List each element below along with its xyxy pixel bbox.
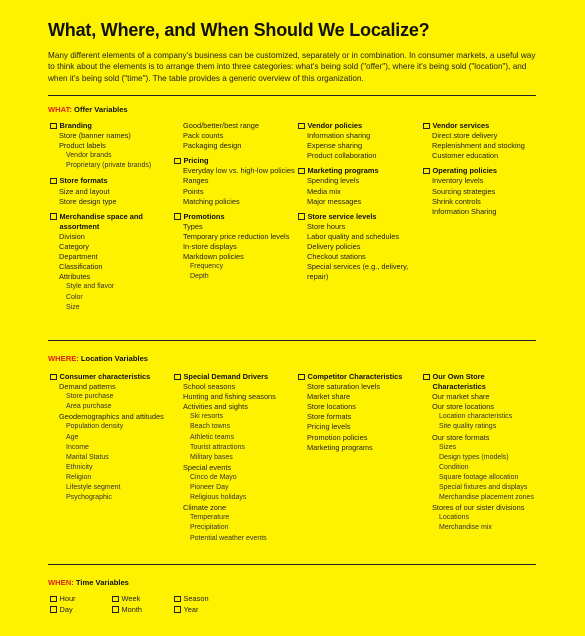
checkbox-icon[interactable]: [112, 606, 119, 613]
sub-item: Size: [66, 303, 80, 311]
list-item: Points: [183, 186, 204, 196]
time-option-week[interactable]: [112, 594, 140, 605]
group-title-label: Merchandise space and assortment: [59, 211, 143, 231]
divider-what: [48, 95, 536, 96]
checkbox-icon[interactable]: [423, 123, 430, 130]
sub-item: Pioneer Day: [190, 484, 229, 492]
variable-group: [298, 372, 423, 453]
group-title[interactable]: [174, 156, 299, 166]
variable-group: [298, 121, 423, 161]
sub-item: Color: [66, 293, 83, 301]
group-title-label: Vendor services: [432, 121, 490, 130]
list-item: Everyday low vs. high-low policies: [183, 166, 295, 176]
sub-item: Precipitation: [190, 524, 229, 532]
sub-item: Potential weather events: [190, 534, 267, 542]
checkbox-icon[interactable]: [50, 123, 57, 130]
list-item: Shrink controls: [432, 196, 481, 206]
group-title[interactable]: [298, 372, 423, 382]
variable-group: [298, 212, 423, 283]
list-item: Spending levels: [307, 176, 360, 186]
sub-item: Lifestyle segment: [66, 484, 121, 492]
list-item: Market share: [307, 392, 351, 402]
intro-paragraph: Many different elements of a company's business can be customized, separately or in combination. In consumer markets, a useful way to think about the elements is to arrange them into three categories: what's being sold ("offer"), where it's being sold ("location"), and when it's being sold ("time"). The table provides a generic overview of this organization.: [48, 51, 536, 83]
variable-group: [174, 156, 299, 206]
list-item: Store design type: [59, 196, 117, 206]
group-title[interactable]: [423, 121, 538, 131]
list-item: Our market share: [432, 392, 490, 402]
list-item: Department: [59, 252, 98, 262]
checkbox-icon[interactable]: [50, 213, 57, 220]
group-title-label: Branding: [59, 121, 92, 130]
time-option-label: Day: [59, 604, 73, 614]
group-title[interactable]: [50, 176, 175, 186]
variable-group: [50, 176, 175, 206]
variable-group: [423, 372, 538, 534]
section-header-when: [48, 578, 129, 587]
divider-when: [48, 564, 536, 565]
list-item: Markdown policies: [183, 252, 244, 262]
what-column-1: [50, 121, 175, 318]
group-title[interactable]: [50, 121, 175, 131]
list-item: Pricing levels: [307, 422, 351, 432]
variable-group: [50, 212, 175, 313]
group-title[interactable]: [423, 372, 538, 392]
sub-item: Temperature: [190, 514, 230, 522]
list-item: Delivery policies: [307, 242, 361, 252]
what-column-4: [423, 121, 538, 222]
what-heading: Offer Variables: [74, 105, 128, 114]
variable-group: [174, 372, 299, 544]
list-item: Temporary price reduction levels: [183, 231, 290, 241]
sub-item: Condition: [439, 463, 469, 471]
list-item: School seasons: [183, 382, 236, 392]
group-title[interactable]: [298, 166, 423, 176]
list-item: Types: [183, 221, 203, 231]
checkbox-icon[interactable]: [112, 596, 119, 603]
checkbox-icon[interactable]: [50, 606, 57, 613]
time-option-season[interactable]: [174, 594, 209, 605]
list-item: Product labels: [59, 141, 106, 151]
sub-item: Marital Status: [66, 453, 109, 461]
checkbox-icon[interactable]: [298, 168, 305, 175]
checkbox-icon[interactable]: [174, 596, 181, 603]
group-title-label: Pricing: [183, 156, 209, 166]
checkbox-icon[interactable]: [423, 374, 430, 381]
group-title-label: Special Demand Drivers: [183, 372, 269, 381]
where-column-2: [174, 372, 299, 549]
list-item: Category: [59, 242, 89, 252]
checkbox-icon[interactable]: [298, 374, 305, 381]
divider-where: [48, 340, 536, 341]
group-title[interactable]: [298, 212, 423, 222]
list-item: Special events: [183, 462, 232, 472]
list-item: Hunting and fishing seasons: [183, 392, 276, 402]
page-title: What, Where, and When Should We Localize?: [48, 20, 430, 40]
list-item: Size and layout: [59, 186, 110, 196]
sub-item: Square footage allocation: [439, 473, 519, 481]
list-item: Our store formats: [432, 432, 490, 442]
checkbox-icon[interactable]: [174, 606, 181, 613]
group-title-label: Consumer characteristics: [59, 372, 151, 381]
list-item: Climate zone: [183, 503, 227, 513]
sub-item: Tourist attractions: [190, 443, 245, 451]
sub-item: Merchandise placement zones: [439, 494, 534, 502]
group-title-label: Marketing programs: [307, 166, 379, 176]
checkbox-icon[interactable]: [298, 213, 305, 220]
group-title[interactable]: [174, 372, 299, 382]
list-item: Store locations: [307, 402, 356, 412]
what-column-2: [174, 121, 299, 287]
list-item: Labor quality and schedules: [307, 231, 400, 241]
list-item: Activities and sights: [183, 402, 248, 412]
list-item: Store saturation levels: [307, 382, 381, 392]
what-label: WHAT:: [48, 105, 72, 114]
list-item: In-store displays: [183, 242, 237, 252]
list-item: Sourcing strategies: [432, 186, 496, 196]
sub-item: Psychographic: [66, 494, 112, 502]
group-title[interactable]: [50, 372, 175, 382]
sub-item: Income: [66, 443, 89, 451]
sub-item: Age: [66, 433, 79, 441]
group-title[interactable]: [50, 212, 175, 232]
checkbox-icon[interactable]: [50, 178, 57, 185]
sub-item: Ski resorts: [190, 413, 224, 421]
what-column-3: [298, 121, 423, 287]
list-item: Promotion policies: [307, 432, 368, 442]
list-item: Information Sharing: [432, 206, 497, 216]
list-item: Demand patterns: [59, 382, 116, 392]
sub-item: Store purchase: [66, 393, 114, 401]
checkbox-icon[interactable]: [50, 596, 57, 603]
list-item: Replenishment and stocking: [432, 141, 525, 151]
list-item: Information sharing: [307, 131, 371, 141]
list-item: Special services (e.g., delivery, repair): [307, 262, 409, 282]
sub-item: Athletic teams: [190, 433, 234, 441]
list-item: Good/better/best range: [183, 121, 260, 130]
sub-item: Depth: [190, 273, 209, 281]
group-title[interactable]: [423, 166, 538, 176]
sub-item: Population density: [66, 423, 124, 431]
checkbox-icon[interactable]: [423, 168, 430, 175]
list-item: Geodemographics and attitudes: [59, 412, 164, 422]
sub-item: Cinco de Mayo: [190, 473, 237, 481]
sub-item: Design types (models): [439, 453, 509, 461]
list-item: Classification: [59, 262, 103, 272]
group-title-label: Operating policies: [432, 166, 497, 176]
group-title-label: Store formats: [59, 176, 108, 186]
section-header-what: [48, 105, 128, 114]
sub-item: Religion: [66, 473, 92, 481]
variable-group: [423, 166, 538, 216]
sub-item: Sizes: [439, 443, 457, 451]
list-item: Store (banner names): [59, 131, 131, 141]
where-column-1: [50, 372, 175, 508]
time-option-label: Year: [183, 604, 199, 614]
list-item: Store formats: [307, 412, 352, 422]
sub-item: Frequency: [190, 263, 224, 271]
list-item: Inventory levels: [432, 176, 484, 186]
list-item: Division: [59, 231, 85, 241]
checkbox-icon[interactable]: [174, 374, 181, 381]
variable-group: [423, 121, 538, 161]
checkbox-icon[interactable]: [174, 213, 181, 220]
variable-group: [50, 372, 175, 503]
group-title[interactable]: [174, 212, 299, 222]
time-option-label: Week: [121, 594, 141, 603]
list-item: Packaging design: [183, 141, 242, 151]
sub-item: Beach towns: [190, 423, 231, 431]
list-item: Checkout stations: [307, 252, 366, 262]
list-item: Marketing programs: [307, 442, 373, 452]
group-title-label: Competitor Characteristics: [307, 372, 403, 381]
list-item: Direct store delivery: [432, 131, 498, 141]
list-item: Our store locations: [432, 402, 495, 412]
group-title[interactable]: [298, 121, 423, 131]
sub-item: Ethnicity: [66, 463, 93, 471]
list-item: Major messages: [307, 196, 362, 206]
list-item: Pack counts: [183, 131, 224, 141]
checkbox-icon[interactable]: [50, 374, 57, 381]
variable-group: [174, 212, 299, 283]
variable-group: [50, 121, 175, 171]
sub-item: Area purchase: [66, 403, 112, 411]
checkbox-icon[interactable]: [174, 158, 181, 165]
sub-item: Special fixtures and displays: [439, 484, 528, 492]
sub-item: Style and flavor: [66, 283, 115, 291]
time-option-label: Season: [183, 594, 209, 603]
list-item: Expense sharing: [307, 141, 363, 151]
group-title-label: Store service levels: [307, 211, 377, 221]
time-option-hour[interactable]: [50, 594, 76, 605]
sub-item: Location characteristics: [439, 413, 513, 421]
when-heading: Time Variables: [75, 578, 129, 587]
group-title-label: Vendor policies: [307, 121, 363, 130]
list-item: Media mix: [307, 186, 341, 196]
list-item: Attributes: [59, 272, 91, 282]
list-item: Store hours: [307, 221, 346, 231]
list-item: Matching policies: [183, 196, 240, 206]
sub-item: Locations: [439, 514, 469, 522]
sub-item: Merchandise mix: [439, 524, 492, 532]
where-column-4: [423, 372, 538, 539]
variable-group: [298, 166, 423, 206]
checkbox-icon[interactable]: [298, 123, 305, 130]
time-option-label: Hour: [59, 594, 76, 603]
time-option-day[interactable]: [50, 605, 73, 616]
section-header-where: [48, 354, 148, 363]
where-column-3: [298, 372, 423, 458]
list-item: Stores of our sister divisions: [432, 503, 525, 513]
time-option-label: Month: [121, 604, 143, 614]
where-label: WHERE:: [48, 354, 79, 363]
sub-item: Military bases: [190, 453, 233, 461]
time-option-month[interactable]: [112, 605, 142, 616]
list-item: Customer education: [432, 151, 499, 161]
variable-group: [174, 121, 299, 151]
sub-item: Religious holidays: [190, 494, 247, 502]
list-item: Ranges: [183, 176, 209, 186]
when-label: WHEN:: [48, 578, 74, 587]
group-title-label: Our Own Store Characteristics: [432, 372, 486, 392]
list-item: Product collaboration: [307, 151, 377, 161]
sub-item: Vendor brands: [66, 152, 112, 160]
sub-item: Proprietary (private brands): [66, 162, 152, 170]
sub-item: Site quality ratings: [439, 423, 497, 431]
where-heading: Location Variables: [80, 354, 149, 363]
group-title-label: Promotions: [183, 211, 225, 221]
time-option-year[interactable]: [174, 605, 198, 616]
